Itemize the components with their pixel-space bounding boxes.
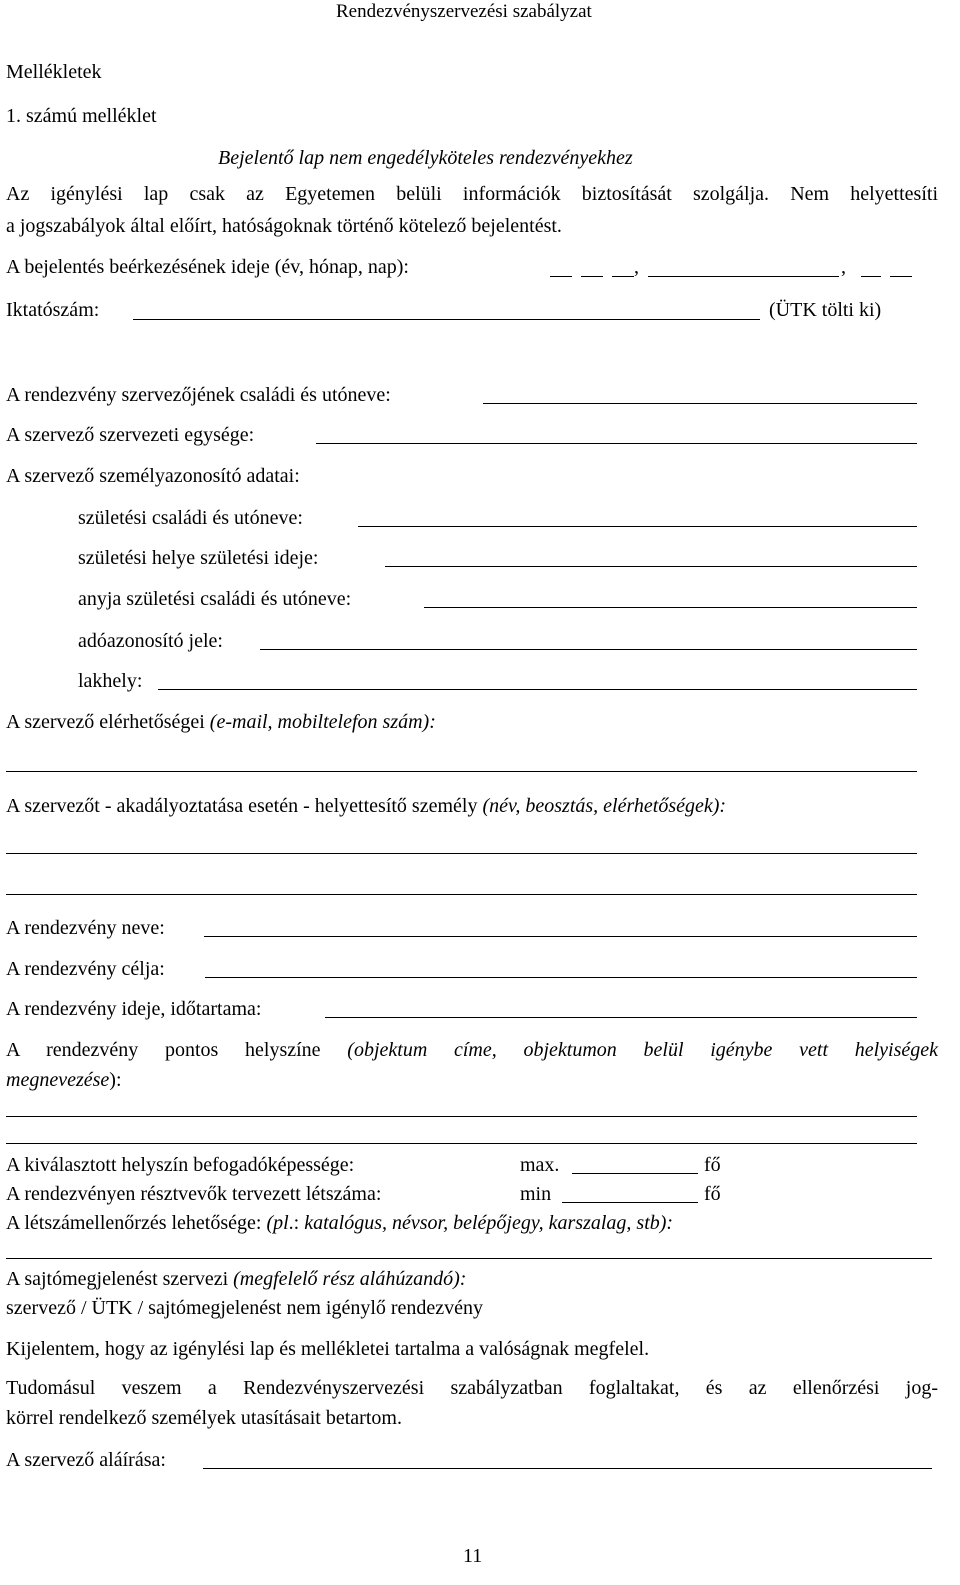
- substitute-label: [6, 794, 726, 818]
- capacity-unit: fő: [704, 1154, 721, 1176]
- substitute-note: (név, beosztás, elérhetőségek):: [482, 795, 727, 817]
- venue-label: [6, 1036, 938, 1064]
- contact-label: [6, 710, 436, 734]
- venue-text: A rendezvény pontos helyszíne: [6, 1039, 321, 1061]
- substitute-line-2[interactable]: [6, 894, 917, 895]
- declaration: Kijelentem, hogy az igénylési lap és mellékletei tartalma a valóságnak megfelel.: [6, 1338, 650, 1360]
- intro-line-1: Az igénylési lap csak az Egyetemen belüli információk biztosítását szolgálja. Nem helyettesíti: [6, 183, 938, 205]
- section-title: Mellékletek: [6, 61, 102, 83]
- address-label: lakhely:: [78, 670, 143, 692]
- venue-note-c: ):: [109, 1069, 122, 1091]
- headcount-note-a: (pl: [266, 1212, 289, 1234]
- contact-note: (e-mail, mobiltelefon szám):: [209, 711, 436, 733]
- substitute-line-1[interactable]: [6, 853, 917, 854]
- attendees-unit: fő: [704, 1183, 721, 1205]
- arrival-date-row: [6, 255, 409, 279]
- personal-data-label: A szervező személyazonosító adatai:: [6, 465, 300, 487]
- tax-id-label: adóazonosító jele:: [78, 630, 223, 652]
- year-digit-1-line[interactable]: [550, 276, 572, 277]
- tax-id-line[interactable]: [260, 649, 917, 650]
- event-time-line[interactable]: [325, 1017, 917, 1018]
- capacity-label: A kiválasztott helyszín befogadóképessége:: [6, 1154, 355, 1176]
- year-digit-2-line[interactable]: [581, 276, 603, 277]
- contact-text: A szervező elérhetőségei: [6, 711, 205, 733]
- press-text: A sajtómegjelenést szervezi: [6, 1268, 229, 1290]
- headcount-note-b: .:: [288, 1212, 300, 1234]
- event-purpose-label: A rendezvény célja:: [6, 958, 165, 980]
- annex-title: 1. számú melléklet: [6, 105, 157, 127]
- birth-place-date-label: születési helye születési ideje:: [78, 547, 319, 569]
- press-note: (megfelelő rész aláhúzandó):: [233, 1268, 467, 1290]
- headcount-check-text: A létszámellenőrzés lehetősége:: [6, 1212, 262, 1234]
- org-unit-line[interactable]: [316, 443, 917, 444]
- signature-label: A szervező aláírása:: [6, 1449, 166, 1471]
- day-digit-2-line[interactable]: [890, 276, 912, 277]
- attendees-min: min: [520, 1183, 552, 1205]
- month-line[interactable]: [648, 276, 839, 277]
- organizer-name-line[interactable]: [483, 403, 917, 404]
- capacity-line[interactable]: [572, 1173, 698, 1174]
- attendees-label: A rendezvényen résztvevők tervezett létszáma:: [6, 1183, 382, 1205]
- org-unit-label: A szervező szervezeti egysége:: [6, 424, 255, 446]
- form-title: Bejelentő lap nem engedélyköteles rendezvényekhez: [218, 147, 633, 169]
- capacity-max: max.: [520, 1154, 560, 1176]
- arrival-date-label: A bejelentés beérkezésének ideje (év, hónap, nap):: [6, 256, 409, 278]
- birth-place-date-line[interactable]: [385, 566, 917, 567]
- intro-line-2: a jogszabályok által előírt, hatóságoknak történő kötelező bejelentést.: [6, 215, 562, 237]
- event-time-label: A rendezvény ideje, időtartama:: [6, 998, 262, 1020]
- mother-name-line[interactable]: [424, 607, 917, 608]
- venue-line-2[interactable]: [6, 1143, 917, 1144]
- attendees-line[interactable]: [562, 1202, 698, 1203]
- press-options[interactable]: szervező / ÜTK / sajtómegjelenést nem igénylő rendezvény: [6, 1297, 484, 1319]
- event-purpose-line[interactable]: [205, 977, 917, 978]
- day-digit-1-line[interactable]: [861, 276, 881, 277]
- reg-number-line[interactable]: [133, 319, 760, 320]
- date-comma-2: ,: [841, 256, 846, 278]
- year-digit-3-line[interactable]: [612, 276, 634, 277]
- running-header: Rendezvényszervezési szabályzat: [336, 1, 592, 22]
- acknowledge-line-1: Tudomásul veszem a Rendezvényszervezési szabályzatban foglaltakat, és az ellenőrzési jog-: [6, 1377, 938, 1399]
- event-name-label: A rendezvény neve:: [6, 917, 165, 939]
- signature-line[interactable]: [203, 1468, 932, 1469]
- venue-line-1[interactable]: [6, 1116, 917, 1117]
- address-line[interactable]: [158, 689, 917, 690]
- acknowledge-line-2: körrel rendelkező személyek utasításait betartom.: [6, 1407, 402, 1429]
- headcount-check-line[interactable]: [6, 1258, 932, 1259]
- event-name-line[interactable]: [204, 936, 917, 937]
- substitute-text: A szervezőt - akadályoztatása esetén - helyettesítő személy: [6, 795, 478, 817]
- birth-name-label: születési családi és utóneve:: [78, 507, 303, 529]
- contact-line[interactable]: [6, 771, 917, 772]
- venue-note-b: megnevezése: [6, 1069, 110, 1091]
- mother-name-label: anyja születési családi és utóneve:: [78, 588, 352, 610]
- reg-number-note: (ÜTK tölti ki): [769, 299, 882, 321]
- headcount-check-label: [6, 1211, 673, 1235]
- press-label: [6, 1267, 466, 1291]
- date-comma-1: ,: [634, 256, 639, 278]
- headcount-note-c: katalógus, névsor, belépőjegy, karszalag, stb):: [304, 1212, 674, 1234]
- page-number: 11: [463, 1545, 483, 1567]
- reg-number-label: Iktatószám:: [6, 299, 100, 321]
- venue-label-cont: [6, 1068, 122, 1092]
- organizer-name-label: A rendezvény szervezőjének családi és utóneve:: [6, 384, 391, 406]
- birth-name-line[interactable]: [358, 526, 917, 527]
- venue-note-a: (objektum címe, objektumon belül igénybe vett helyiségek: [347, 1039, 939, 1061]
